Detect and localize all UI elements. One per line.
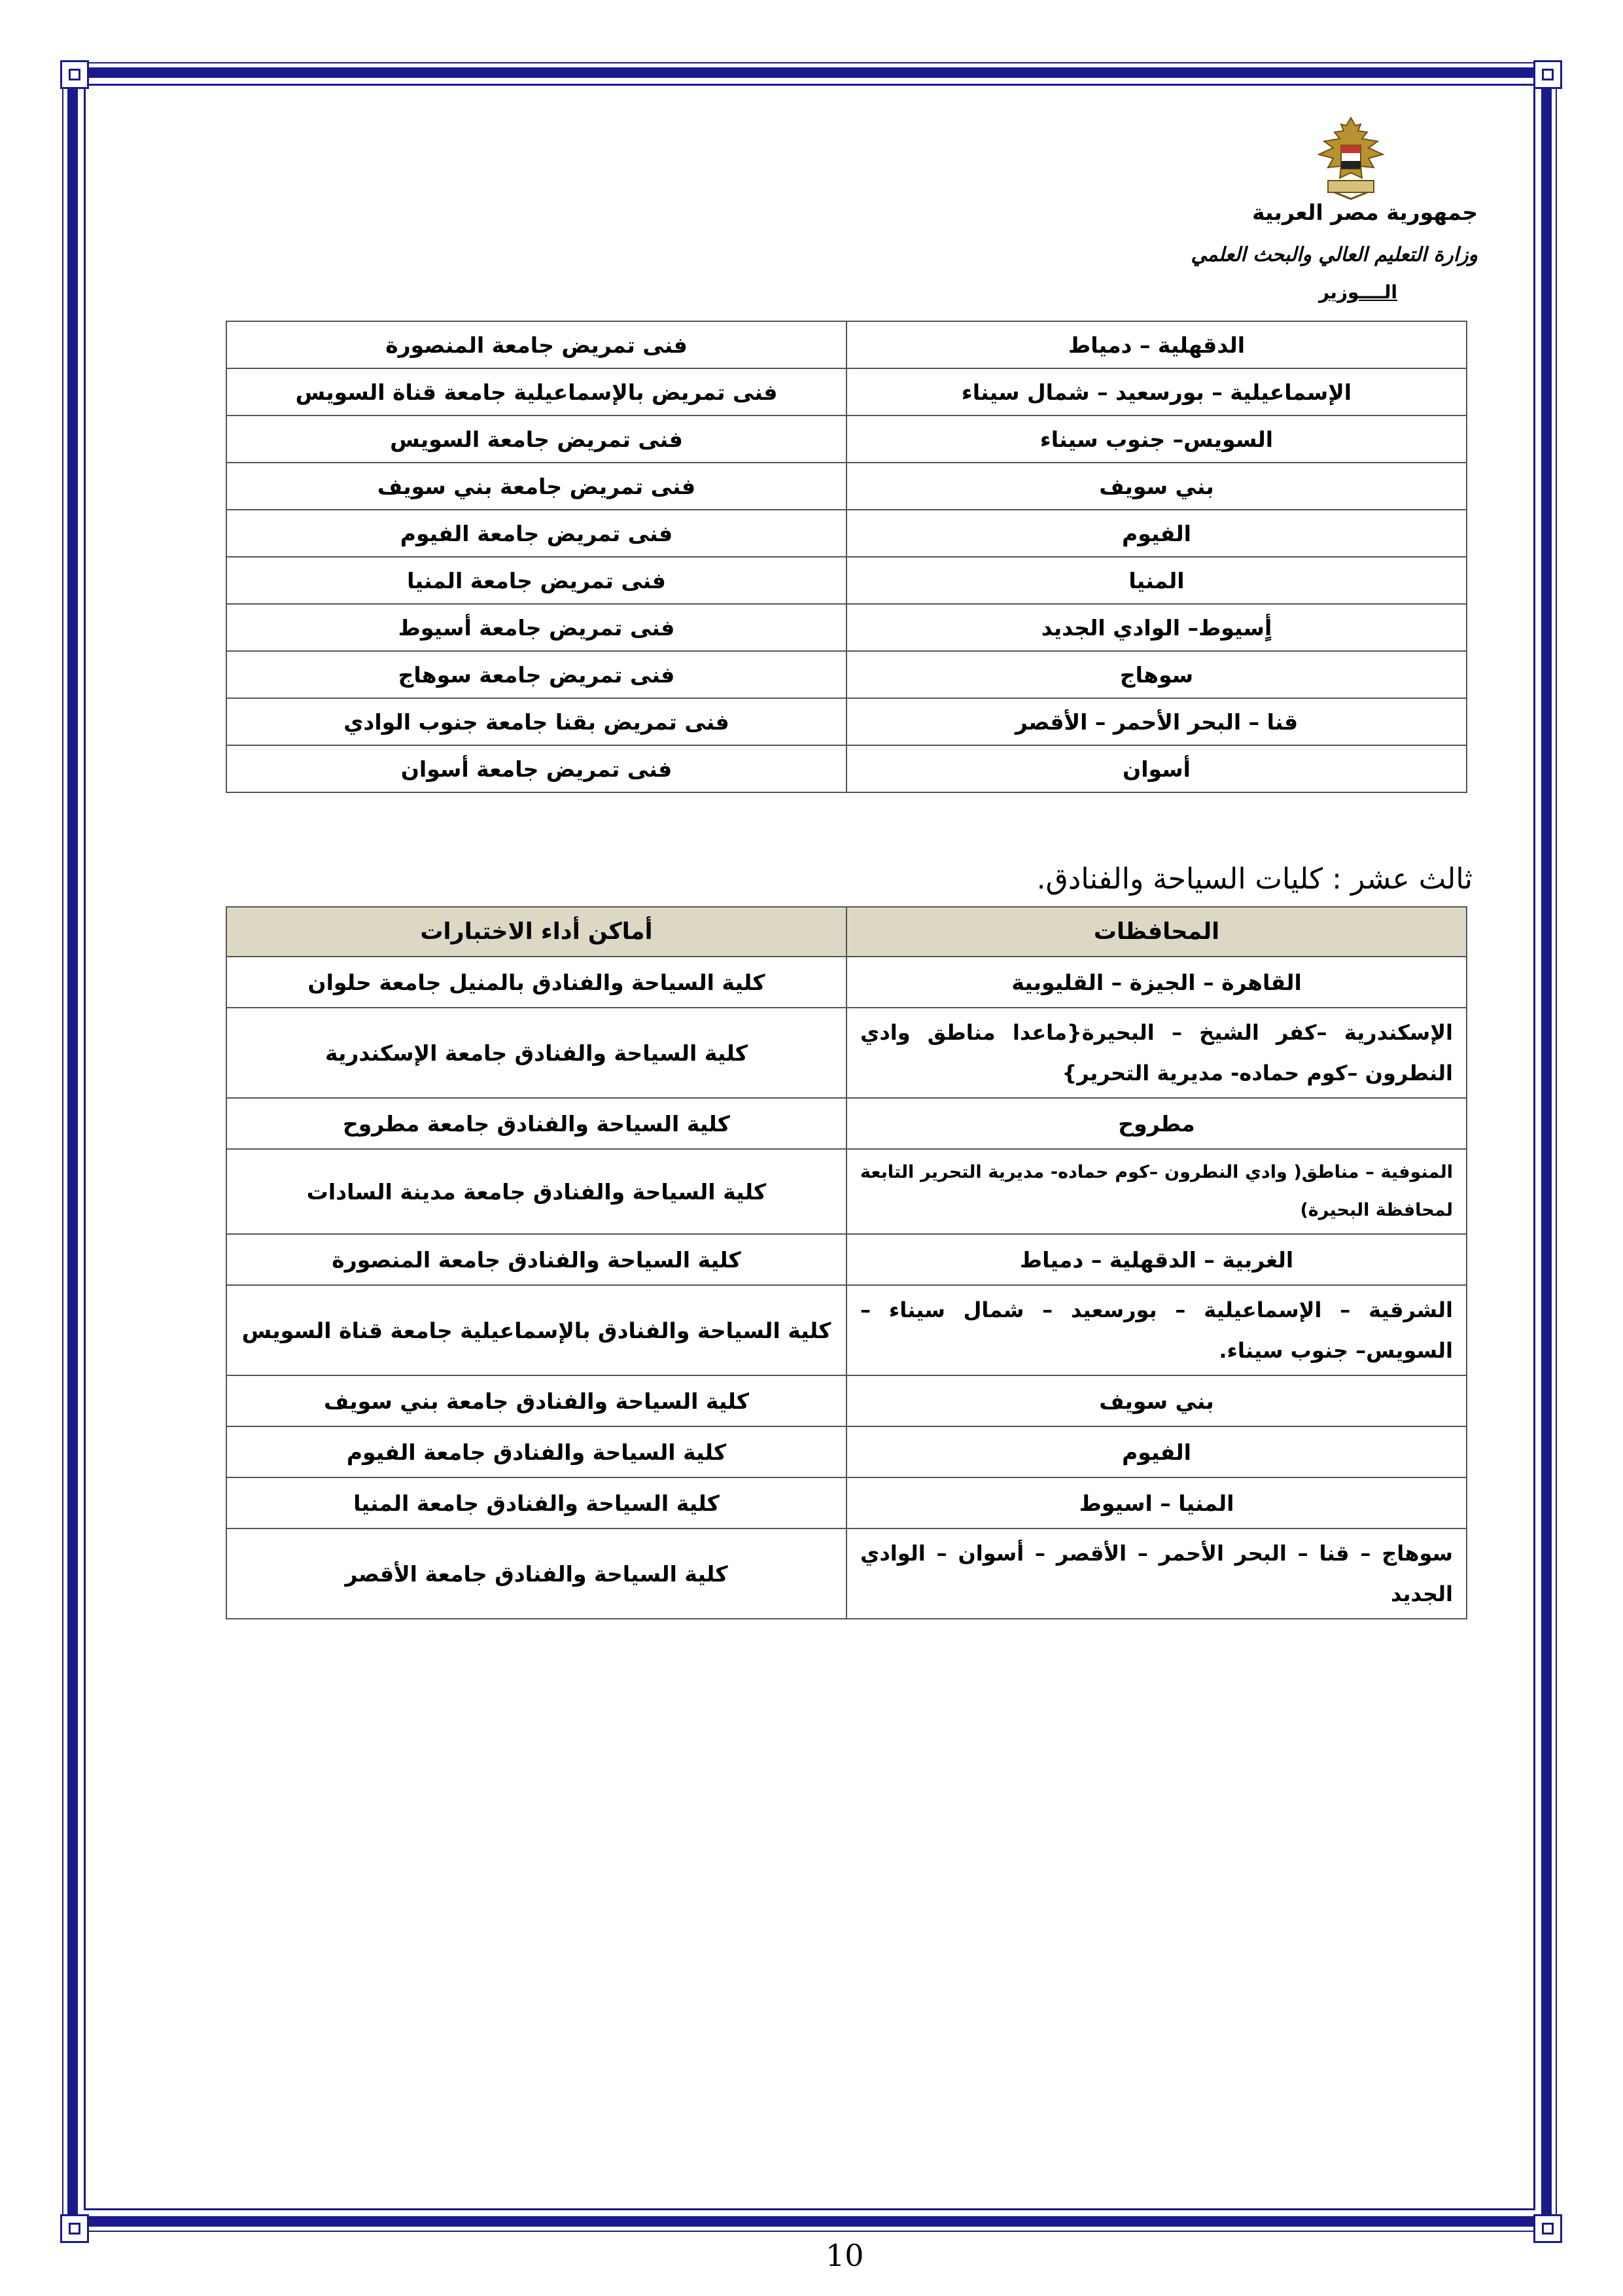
governorates-cell: المنوفية – مناطق( وادي النطرون –كوم حماده- مديرية التحرير التابعة لمحافظة البحيرة): [846, 1149, 1467, 1234]
governorates-cell: الغربية – الدقهلية – دمياط: [846, 1234, 1467, 1285]
governorates-cell: الدقهلية – دمياط: [846, 321, 1467, 368]
table-row: [226, 321, 1467, 368]
table-row: [226, 1426, 1467, 1477]
column-header-governorates: المحافظات: [846, 907, 1467, 957]
table-row: [226, 698, 1467, 745]
governorates-cell: مطروح: [846, 1098, 1467, 1149]
table-row: [226, 1375, 1467, 1426]
governorates-cell: بني سويف: [846, 463, 1467, 510]
table-header-row: [226, 907, 1467, 957]
table-row: [226, 368, 1467, 415]
governorates-cell: الإسماعيلية – بورسعيد – شمال سيناء: [846, 368, 1467, 415]
governorates-cell: الفيوم: [846, 510, 1467, 557]
column-header-exam-places: أماكن أداء الاختبارات: [226, 907, 846, 957]
governorates-cell: أسوان: [846, 745, 1467, 792]
table-row: [226, 604, 1467, 651]
governorates-cell: المنيا – اسيوط: [846, 1477, 1467, 1528]
governorates-cell: أٍسيوط– الوادي الجديد: [846, 604, 1467, 651]
exam-place-cell: فنى تمريض جامعة السويس: [226, 415, 846, 463]
page-number: 10: [826, 2238, 864, 2273]
country-name: جمهورية مصر العربية: [1252, 200, 1478, 225]
governorates-cell: المنيا: [846, 557, 1467, 604]
governorates-cell: سوهاج: [846, 651, 1467, 698]
exam-place-cell: فنى تمريض جامعة بني سويف: [226, 463, 846, 510]
table-row: [226, 463, 1467, 510]
table-row: [226, 1528, 1467, 1619]
table-row: [226, 1234, 1467, 1285]
exam-place-cell: كلية السياحة والفنادق جامعة الإسكندرية: [226, 1008, 846, 1098]
exam-place-cell: كلية السياحة والفنادق جامعة المنيا: [226, 1477, 846, 1528]
table-row: [226, 745, 1467, 792]
governorates-cell: سوهاج – قنا – البحر الأحمر – الأقصر – أسوان – الوادي الجديد: [846, 1528, 1467, 1619]
governorates-cell: بني سويف: [846, 1375, 1467, 1426]
governorates-cell: قنا – البحر الأحمر – الأقصر: [846, 698, 1467, 745]
exam-place-cell: فنى تمريض جامعة أسوان: [226, 745, 846, 792]
nursing-exam-locations-table: [226, 321, 1467, 793]
exam-place-cell: فنى تمريض بقنا جامعة جنوب الوادي: [226, 698, 846, 745]
section-heading: ثالث عشر : كليات السياحة والفنادق.: [1036, 862, 1473, 896]
border-corner-ornament: [1533, 60, 1562, 89]
exam-place-cell: كلية السياحة والفنادق جامعة الأقصر: [226, 1528, 846, 1619]
governorates-cell: الشرقية – الإسماعيلية – بورسعيد – شمال سيناء – السويس– جنوب سيناء.: [846, 1285, 1467, 1375]
exam-place-cell: فنى تمريض بالإسماعيلية جامعة قناة السويس: [226, 368, 846, 415]
table-row: [226, 1098, 1467, 1149]
exam-place-cell: كلية السياحة والفنادق جامعة مدينة السادات: [226, 1149, 846, 1234]
exam-place-cell: كلية السياحة والفنادق جامعة مطروح: [226, 1098, 846, 1149]
table-row: [226, 415, 1467, 463]
table-row: [226, 1149, 1467, 1234]
table-row: [226, 1477, 1467, 1528]
border-corner-ornament: [60, 2214, 89, 2243]
border-corner-ornament: [1533, 2214, 1562, 2243]
exam-place-cell: كلية السياحة والفنادق بالمنيل جامعة حلوان: [226, 957, 846, 1008]
governorates-cell: القاهرة – الجيزة – القليوبية: [846, 957, 1467, 1008]
governorates-cell: الإسكندرية –كفر الشيخ – البحيرة{ماعدا مناطق وادي النطرون –كوم حماده- مديرية التحرير}: [846, 1008, 1467, 1098]
exam-place-cell: كلية السياحة والفنادق جامعة بني سويف: [226, 1375, 846, 1426]
exam-place-cell: فنى تمريض جامعة سوهاج: [226, 651, 846, 698]
exam-place-cell: فنى تمريض جامعة الفيوم: [226, 510, 846, 557]
table-row: [226, 510, 1467, 557]
table-row: [226, 651, 1467, 698]
table-row: [226, 1285, 1467, 1375]
exam-place-cell: فنى تمريض جامعة المنيا: [226, 557, 846, 604]
office-name: الــــوزير: [1319, 281, 1397, 303]
ministry-name: وزارة التعليم العالي والبحث العلمي: [1191, 243, 1478, 266]
table-row: [226, 957, 1467, 1008]
exam-place-cell: فنى تمريض جامعة المنصورة: [226, 321, 846, 368]
table-row: [226, 1008, 1467, 1098]
exam-place-cell: كلية السياحة والفنادق جامعة الفيوم: [226, 1426, 846, 1477]
exam-place-cell: كلية السياحة والفنادق بالإسماعيلية جامعة قناة السويس: [226, 1285, 846, 1375]
eagle-emblem-icon: [1315, 113, 1387, 204]
exam-place-cell: فنى تمريض جامعة أسيوط: [226, 604, 846, 651]
exam-place-cell: كلية السياحة والفنادق جامعة المنصورة: [226, 1234, 846, 1285]
tourism-exam-locations-table: [226, 906, 1467, 1619]
border-corner-ornament: [60, 60, 89, 89]
governorates-cell: السويس– جنوب سيناء: [846, 415, 1467, 463]
governorates-cell: الفيوم: [846, 1426, 1467, 1477]
table-row: [226, 557, 1467, 604]
